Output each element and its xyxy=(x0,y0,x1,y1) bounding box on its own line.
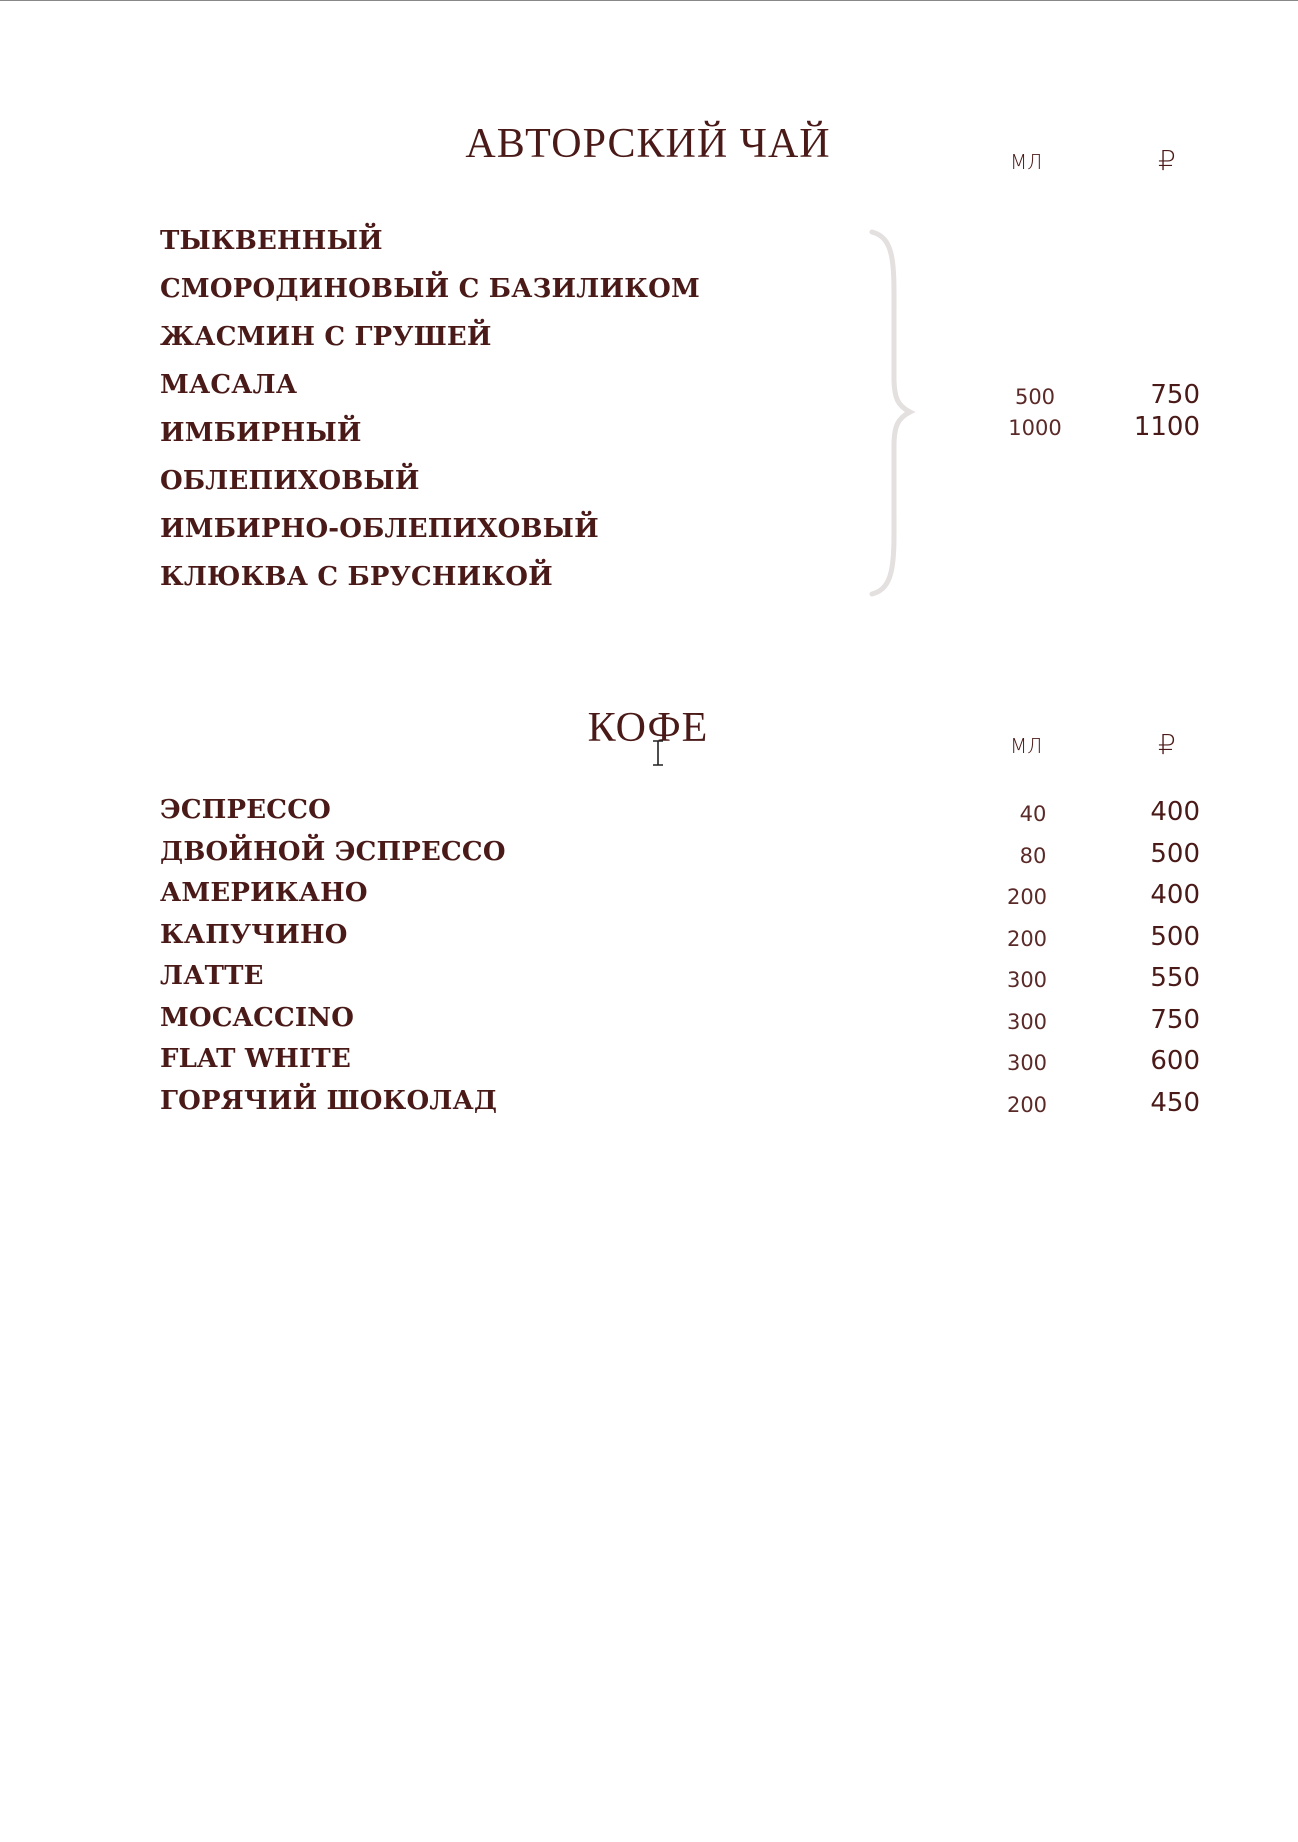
tea-ml-header: МЛ xyxy=(1010,150,1043,174)
coffee-item-name: ДВОЙНОЙ ЭСПРЕССО xyxy=(160,837,506,867)
coffee-item-price: 500 xyxy=(1150,839,1200,869)
tea-section-title: АВТОРСКИЙ ЧАЙ xyxy=(465,121,831,167)
coffee-item-price: 400 xyxy=(1150,880,1200,910)
tea-rub-header: ₽ xyxy=(1158,144,1176,177)
coffee-item-ml: 300 xyxy=(1006,1010,1048,1034)
coffee-item-name: ГОРЯЧИЙ ШОКОЛАД xyxy=(160,1086,498,1116)
top-border xyxy=(0,0,1298,1)
coffee-item-name: АМЕРИКАНО xyxy=(160,878,368,908)
curly-brace-icon xyxy=(866,228,916,598)
coffee-rub-header: ₽ xyxy=(1158,728,1176,761)
coffee-item-ml: 40 xyxy=(1019,802,1047,826)
coffee-item-price: 450 xyxy=(1150,1088,1200,1118)
text-cursor-icon xyxy=(651,740,665,766)
coffee-item-price: 600 xyxy=(1150,1046,1200,1076)
tea-item: ОБЛЕПИХОВЫЙ xyxy=(160,466,420,496)
coffee-item-ml: 200 xyxy=(1006,927,1048,951)
coffee-item-ml: 300 xyxy=(1006,1051,1048,1075)
tea-item: ЖАСМИН С ГРУШЕЙ xyxy=(160,322,492,352)
coffee-item-name: КАПУЧИНО xyxy=(160,920,348,950)
tea-size-ml: 1000 xyxy=(1008,416,1062,440)
coffee-item-ml: 300 xyxy=(1006,968,1048,992)
tea-size-price: 1100 xyxy=(1133,412,1200,442)
coffee-item-price: 500 xyxy=(1150,922,1200,952)
tea-size-ml: 500 xyxy=(1014,385,1056,409)
tea-item: ИМБИРНЫЙ xyxy=(160,418,362,448)
tea-item: ТЫКВЕННЫЙ xyxy=(160,226,383,256)
coffee-section-title: КОФЕ xyxy=(587,705,709,751)
coffee-item-ml: 200 xyxy=(1006,885,1048,909)
coffee-item-name: MOCACCINO xyxy=(160,1003,355,1033)
coffee-item-price: 400 xyxy=(1150,797,1200,827)
coffee-item-ml: 200 xyxy=(1006,1093,1048,1117)
tea-item: СМОРОДИНОВЫЙ С БАЗИЛИКОМ xyxy=(160,274,700,304)
tea-item: ИМБИРНО-ОБЛЕПИХОВЫЙ xyxy=(160,514,599,544)
coffee-item-price: 750 xyxy=(1150,1005,1200,1035)
coffee-item-price: 550 xyxy=(1150,963,1200,993)
coffee-item-name: FLAT WHITE xyxy=(160,1044,351,1074)
tea-item: МАСАЛА xyxy=(160,370,298,400)
coffee-item-ml: 80 xyxy=(1019,844,1047,868)
coffee-item-name: ЭСПРЕССО xyxy=(160,795,331,825)
tea-size-price: 750 xyxy=(1150,380,1200,410)
coffee-ml-header: МЛ xyxy=(1010,734,1043,758)
coffee-item-name: ЛАТТЕ xyxy=(160,961,264,991)
tea-item: КЛЮКВА С БРУСНИКОЙ xyxy=(160,562,553,592)
